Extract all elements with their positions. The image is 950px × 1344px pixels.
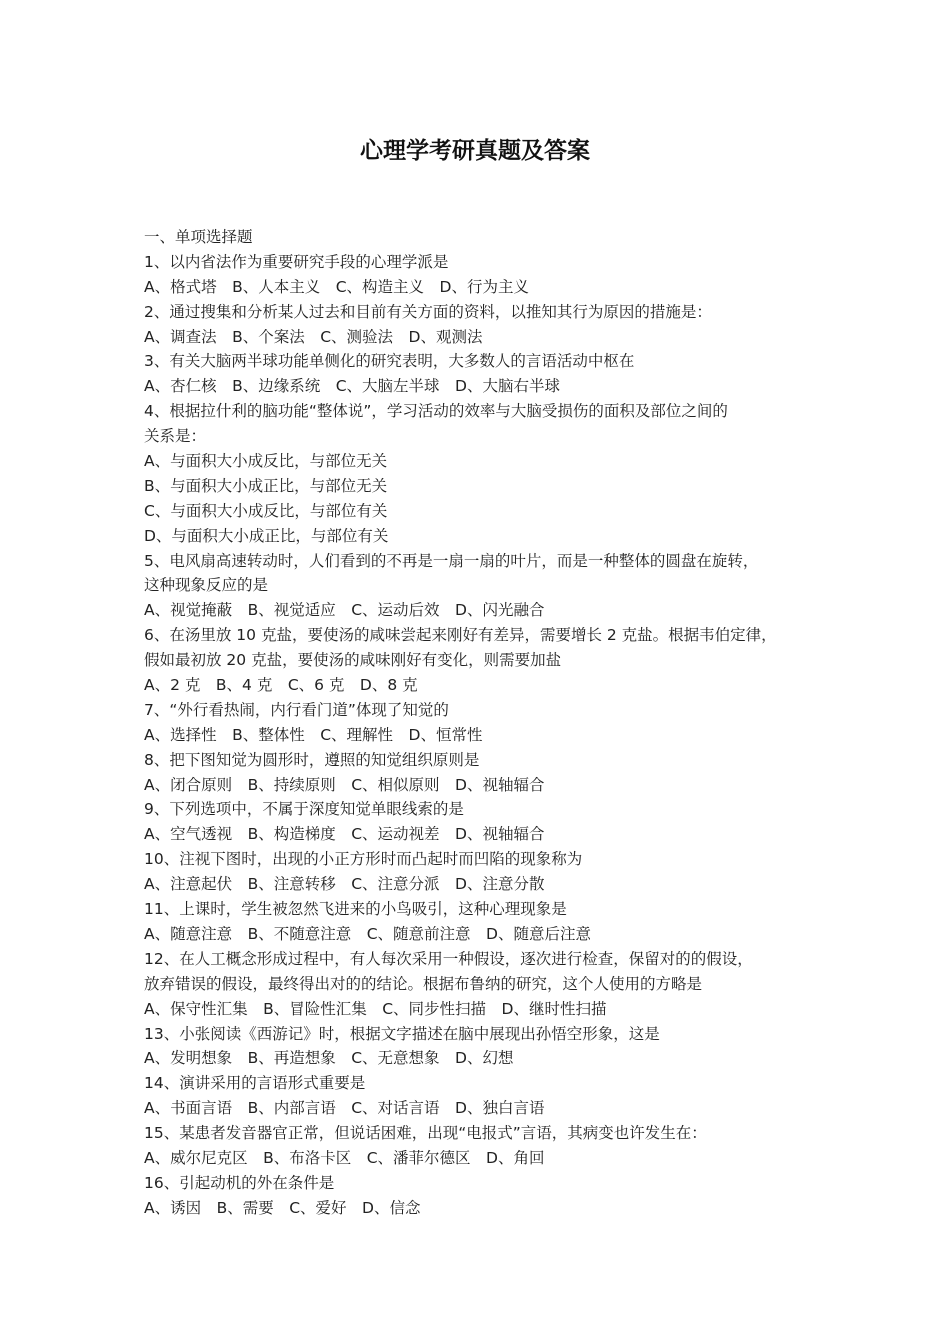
text-line: A、杏仁核 B、边缘系统 C、大脑左半球 D、大脑右半球 xyxy=(144,377,560,396)
text-line: 1、以内省法作为重要研究手段的心理学派是 xyxy=(144,252,449,271)
text-line: A、注意起伏 B、注意转移 C、注意分派 D、注意分散 xyxy=(144,875,545,894)
text-line: A、空气透视 B、构造梯度 C、运动视差 D、视轴辐合 xyxy=(144,825,545,844)
text-line: 3、有关大脑两半球功能单侧化的研究表明，大多数人的言语活动中枢在 xyxy=(144,352,635,371)
text-line: 16、引起动机的外在条件是 xyxy=(144,1173,335,1192)
text-line: 8、把下图知觉为圆形时，遵照的知觉组织原则是 xyxy=(144,750,480,769)
text-line: A、随意注意 B、不随意注意 C、随意前注意 D、随意后注意 xyxy=(144,924,591,943)
text-line: 11、上课时，学生被忽然飞进来的小鸟吸引，这种心理现象是 xyxy=(144,900,567,919)
text-line: 关系是： xyxy=(144,427,207,446)
text-line: 5、电风扇高速转动时，人们看到的不再是一扇一扇的叶片，而是一种整体的圆盘在旋转， xyxy=(144,551,759,570)
document-body xyxy=(144,225,824,1221)
text-line: A、书面言语 B、内部言语 C、对话言语 D、独白言语 xyxy=(144,1099,545,1118)
text-line: 13、小张阅读《西游记》时，根据文字描述在脑中展现出孙悟空形象，这是 xyxy=(144,1024,660,1043)
text-line: A、诱因 B、需要 C、爱好 D、信念 xyxy=(144,1198,421,1217)
text-line: B、与面积大小成正比，与部位无关 xyxy=(144,476,388,495)
text-line: A、发明想象 B、再造想象 C、无意想象 D、幻想 xyxy=(144,1049,514,1068)
text-line: 假如最初放 20 克盐，要使汤的咸味刚好有变化，则需要加盐 xyxy=(144,651,562,670)
text-line: A、选择性 B、整体性 C、理解性 D、恒常性 xyxy=(144,725,483,744)
text-line: 14、演讲采用的言语形式重要是 xyxy=(144,1074,366,1093)
text-line: 12、在人工概念形成过程中，有人每次采用一种假设，逐次进行检查，保留对的的假设， xyxy=(144,949,753,968)
text-line: A、威尔尼克区 B、布洛卡区 C、潘菲尔德区 D、角回 xyxy=(144,1148,545,1167)
text-line: 15、某患者发音器官正常，但说话困难，出现“电报式”言语，其病变也许发生在： xyxy=(144,1124,707,1143)
text-line: A、视觉掩蔽 B、视觉适应 C、运动后效 D、闪光融合 xyxy=(144,601,545,620)
text-line: A、与面积大小成反比，与部位无关 xyxy=(144,452,388,471)
text-line: 这种现象反应的是 xyxy=(144,576,269,595)
text-line: A、2 克 B、4 克 C、6 克 D、8 克 xyxy=(144,676,418,695)
text-line: A、格式塔 B、人本主义 C、构造主义 D、行为主义 xyxy=(144,277,529,296)
text-line: A、调查法 B、个案法 C、测验法 D、观测法 xyxy=(144,327,483,346)
text-line: 放弃错误的假设，最终得出对的的结论。根据布鲁纳的研究，这个人使用的方略是 xyxy=(144,974,703,993)
text-line: 6、在汤里放 10 克盐，要使汤的咸味尝起来刚好有差异，需要增长 2 克盐。根据韦伯定律， xyxy=(144,626,777,645)
text-line: A、闭合原则 B、持续原则 C、相似原则 D、视轴辐合 xyxy=(144,775,545,794)
text-line: 4、根据拉什利的脑功能“整体说”，学习活动的效率与大脑受损伤的面积及部位之间的 xyxy=(144,402,728,421)
text-line: 10、注视下图时，出现的小正方形时而凸起时而凹陷的现象称为 xyxy=(144,850,583,869)
text-line: 2、通过搜集和分析某人过去和目前有关方面的资料，以推知其行为原因的措施是： xyxy=(144,302,712,321)
section-heading: 一、单项选择题 xyxy=(144,228,253,246)
text-line: D、与面积大小成正比，与部位有关 xyxy=(144,526,389,545)
text-line: C、与面积大小成反比，与部位有关 xyxy=(144,501,388,520)
text-line: 9、下列选项中，不属于深度知觉单眼线索的是 xyxy=(144,800,464,819)
text-line: 7、“外行看热闹，内行看门道”体现了知觉的 xyxy=(144,700,449,719)
text-line: A、保守性汇集 B、冒险性汇集 C、同步性扫描 D、继时性扫描 xyxy=(144,999,607,1018)
document-title: 心理学考研真题及答案 xyxy=(360,138,590,164)
